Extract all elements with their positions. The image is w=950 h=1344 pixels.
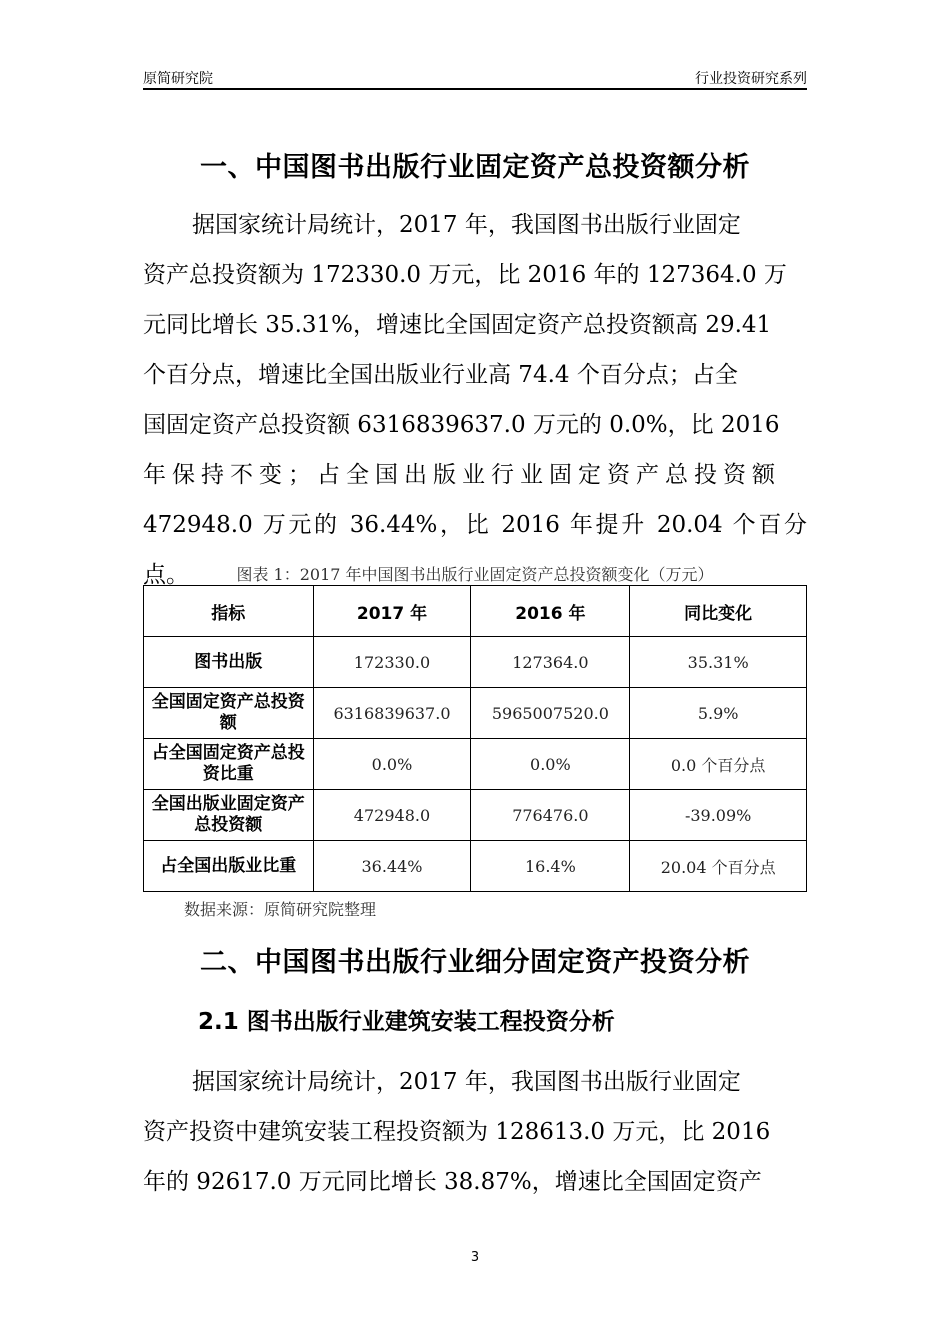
para-line: 个百分点，增速比全国出版业行业高 74.4 个百分点；占全 <box>143 362 738 388</box>
column-header: 指标 <box>144 586 314 637</box>
cell-2017: 0.0% <box>313 739 471 790</box>
row-label: 图书出版 <box>144 637 314 688</box>
row-label: 占全国出版业比重 <box>144 841 314 892</box>
table-row <box>144 790 807 841</box>
table-row <box>144 841 807 892</box>
page-header <box>143 66 807 90</box>
para-line: 年的 92617.0 万元同比增长 38.87%，增速比全国固定资产 <box>143 1169 762 1195</box>
cell-2016: 776476.0 <box>471 790 630 841</box>
page-number: 3 <box>470 1250 480 1265</box>
cell-2017: 36.44% <box>313 841 471 892</box>
cell-2016: 127364.0 <box>471 637 630 688</box>
table-header-row <box>144 586 807 637</box>
cell-yoy: 5.9% <box>630 688 807 739</box>
subsection-title: 2.1 图书出版行业建筑安装工程投资分析 <box>198 1009 615 1035</box>
section1-paragraph <box>143 200 807 600</box>
header-org-name: 原简研究院 <box>143 71 213 87</box>
cell-2017: 6316839637.0 <box>313 688 471 739</box>
cell-2016: 16.4% <box>471 841 630 892</box>
column-header: 2016 年 <box>471 586 630 637</box>
header-series-name: 行业投资研究系列 <box>695 71 807 87</box>
para-line: 资产投资中建筑安装工程投资额为 128613.0 万元，比 2016 <box>143 1119 771 1145</box>
subsection-paragraph <box>143 1057 807 1207</box>
table-source-note: 数据来源：原简研究院整理 <box>184 900 377 919</box>
investment-table <box>143 585 807 892</box>
cell-yoy: 20.04 个百分点 <box>630 841 807 892</box>
table-row <box>144 637 807 688</box>
para-line: 据国家统计局统计，2017 年，我国图书出版行业固定 <box>192 1069 741 1095</box>
cell-yoy: 35.31% <box>630 637 807 688</box>
column-header: 同比变化 <box>630 586 807 637</box>
para-line: 年保持不变；占全国出版业行业固定资产总投资额 <box>143 462 781 488</box>
section2-title: 二、中国图书出版行业细分固定资产投资分析 <box>200 947 750 978</box>
row-label: 占全国固定资产总投资比重 <box>144 739 314 790</box>
para-line: 据国家统计局统计，2017 年，我国图书出版行业固定 <box>192 212 741 238</box>
para-line: 资产总投资额为 172330.0 万元，比 2016 年的 127364.0 万 <box>143 262 787 288</box>
table-caption: 图表 1：2017 年中国图书出版行业固定资产总投资额变化（万元） <box>236 565 714 584</box>
cell-yoy: -39.09% <box>630 790 807 841</box>
row-label: 全国出版业固定资产总投资额 <box>144 790 314 841</box>
section1-title: 一、中国图书出版行业固定资产总投资额分析 <box>200 152 750 183</box>
cell-2016: 0.0% <box>471 739 630 790</box>
cell-2017: 172330.0 <box>313 637 471 688</box>
para-line: 国固定资产总投资额 6316839637.0 万元的 0.0%，比 2016 <box>143 412 780 438</box>
row-label: 全国固定资产总投资额 <box>144 688 314 739</box>
cell-yoy: 0.0 个百分点 <box>630 739 807 790</box>
cell-2017: 472948.0 <box>313 790 471 841</box>
column-header: 2017 年 <box>313 586 471 637</box>
table-row <box>144 739 807 790</box>
table-row <box>144 688 807 739</box>
para-line: 472948.0 万元的 36.44%，比 2016 年提升 20.04 个百分点。 <box>143 512 807 588</box>
cell-2016: 5965007520.0 <box>471 688 630 739</box>
para-line: 元同比增长 35.31%，增速比全国固定资产总投资额高 29.41 <box>143 312 772 338</box>
